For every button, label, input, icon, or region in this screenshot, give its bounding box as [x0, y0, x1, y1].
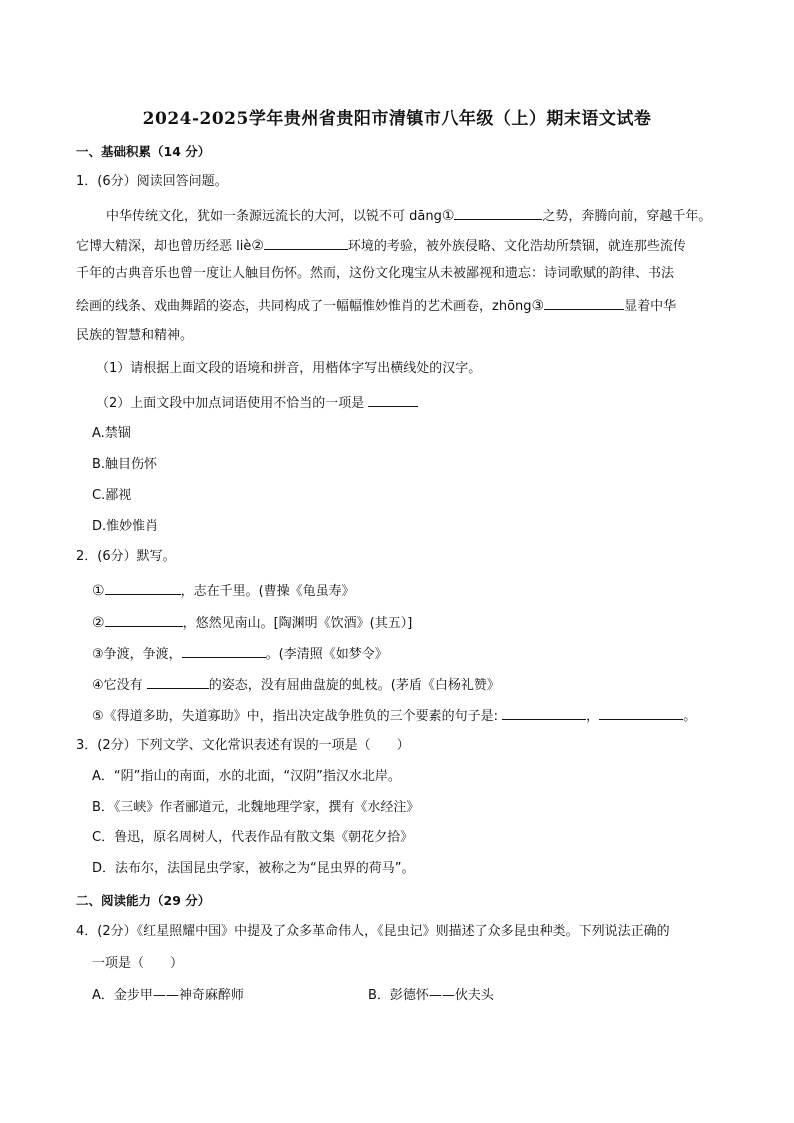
q2-line-2: ② ，悠然见南山。[陶渊明《饮酒》(其五）]	[92, 612, 412, 633]
page-title: 2024-2025学年贵州省贵阳市清镇市八年级（上）期末语文试卷	[142, 109, 652, 129]
q4-option-a: A．金步甲——神奇麻醉师	[92, 988, 244, 1003]
q2-blank-4[interactable]	[147, 674, 209, 689]
q3-option-d: D．法布尔，法国昆虫学家，被称之为“昆虫界的荷马”。	[92, 861, 415, 876]
passage-line-3: 千年的古典音乐也曾一度让人触目伤怀。然而，这份文化瑰宝从未被鄙视和遗忘：诗词歌赋的韵律、书法	[76, 266, 675, 281]
q2-blank-1[interactable]	[105, 580, 181, 595]
q2-line-3: ③争渡，争渡， 。(李清照《如梦令》	[92, 643, 388, 664]
passage-line-5: 民族的智慧和精神。	[76, 328, 194, 343]
passage-line-4: 绘画的线条、戏曲舞蹈的姿态，共同构成了一幅幅惟妙惟肖的艺术画卷，zhōng③ 显着中华	[76, 295, 676, 316]
question-1-heading: 1．(6分）阅读回答问题。	[76, 174, 228, 189]
question-4-heading: 4．(2分）《红星照耀中国》中提及了众多革命伟人，《昆虫记》则描述了众多昆虫种类。下列说法正确的	[76, 924, 670, 939]
q2-blank-2[interactable]	[105, 612, 183, 627]
q2-blank-3[interactable]	[182, 643, 266, 658]
q1-option-b: B.触目伤怀	[92, 457, 158, 472]
blank-3[interactable]	[544, 295, 624, 310]
q1-option-a: A.禁锢	[92, 426, 131, 441]
q3-option-a: A．“阴”指山的南面，水的北面，“汉阴”指汉水北岸。	[92, 769, 401, 784]
blank-marker-3: ③	[531, 298, 545, 314]
section-heading-reading: 二、阅读能力（29 分）	[76, 893, 211, 908]
blank-2[interactable]	[264, 235, 348, 250]
q4-option-b: B．彭德怀——伙夫头	[368, 988, 494, 1003]
question-1-sub-1: （1）请根据上面文段的语境和拼音，用楷体字写出横线处的汉字。	[96, 361, 482, 376]
q2-line-5: ⑤《得道多助，失道寡助》中，指出决定战争胜负的三个要素的句子是: ， 。	[92, 705, 696, 726]
q2-line-1: ① ，志在千里。(曹操《龟虽寿》	[92, 580, 355, 601]
blank-marker-1: ①	[441, 208, 455, 224]
blank-1[interactable]	[454, 205, 542, 220]
answer-blank-sub-2[interactable]	[368, 392, 418, 407]
question-2-heading: 2．(6分）默写。	[76, 549, 176, 564]
q3-option-b: B．《三峡》作者郦道元，北魏地理学家，撰有《水经注》	[92, 800, 420, 815]
question-3-heading: 3．(2分）下列文学、文化常识表述有误的一项是（ ）	[76, 738, 410, 753]
q2-line-4: ④它没有 的姿态，没有屈曲盘旋的虬枝。(茅盾《白杨礼赞》	[92, 674, 500, 695]
question-4-heading-cont: 一项是（ ）	[92, 956, 184, 971]
q3-option-c: C．鲁迅，原名周树人，代表作品有散文集《朝花夕拾》	[92, 830, 414, 845]
section-heading-basics: 一、基础积累（14 分）	[76, 144, 211, 159]
q2-blank-5a[interactable]	[502, 705, 586, 720]
q2-blank-5b[interactable]	[599, 705, 683, 720]
q1-option-c: C.鄙视	[92, 488, 132, 503]
q1-option-d: D.惟妙惟肖	[92, 519, 159, 534]
passage-line-2: 它博大精深，却也曾历经恶 liè② 环境的考验，被外族侵略、文化浩劫所禁锢，就连那些流传	[76, 235, 686, 256]
passage-line-1: 中华传统文化，犹如一条源远流长的大河，以锐不可 dāng① 之势，奔腾向前，穿越千年。	[106, 205, 711, 226]
question-1-sub-2: （2）上面文段中加点词语使用不恰当的一项是	[96, 392, 418, 413]
blank-marker-2: ②	[251, 238, 264, 254]
